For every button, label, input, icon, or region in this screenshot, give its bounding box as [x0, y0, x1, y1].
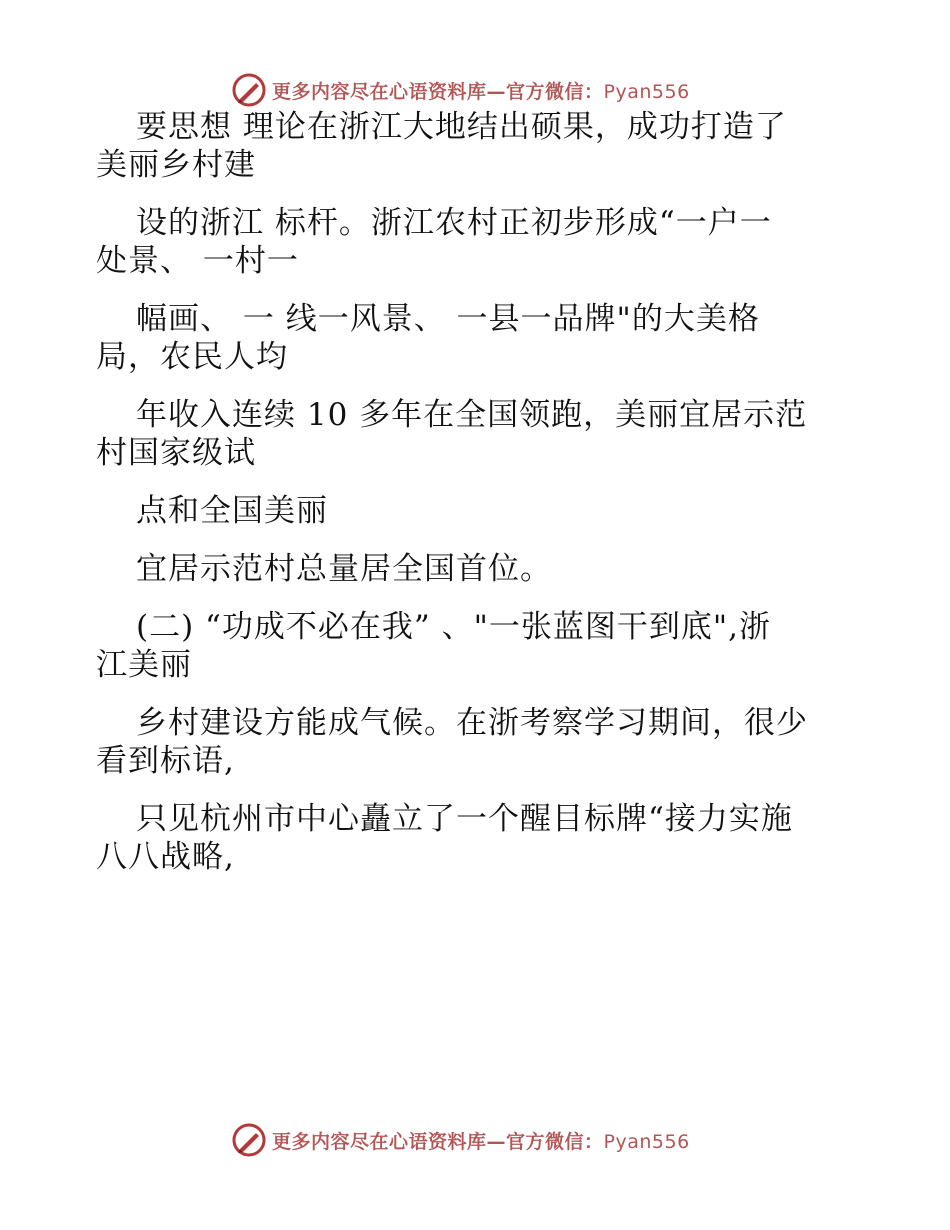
- text-line: 宜居示范村总量居全国首位。: [136, 551, 552, 587]
- text-line: 设的浙江 标杆。浙江农村正初步形成“一户一: [136, 205, 772, 241]
- text-line: 幅画、 一 线一风景、 一县一品牌"的大美格: [136, 301, 760, 337]
- text-line: 点和全国美丽: [136, 493, 328, 529]
- watermark-text: 更多内容尽在心语资料库—官方微信：Pyan556: [272, 80, 690, 103]
- header-watermark: [232, 72, 712, 108]
- watermark-text: 更多内容尽在心语资料库—官方微信：Pyan556: [272, 1130, 690, 1153]
- pen-logo-icon: [232, 1123, 266, 1157]
- text-line: 只见杭州市中心矗立了一个醒目标牌“接力实施: [136, 801, 793, 837]
- document-body: [96, 108, 856, 876]
- text-line: (二) “功成不必在我” 、"一张蓝图干到底",浙: [136, 609, 771, 645]
- text-line: 看到标语,: [96, 743, 235, 779]
- text-line: 八八战略,: [96, 839, 235, 875]
- text-line: 乡村建设方能成气候。在浙考察学习期间，很少: [136, 705, 808, 741]
- text-line: 要思想 理论在浙江大地结出硕果，成功打造了: [136, 109, 787, 145]
- text-line: 年收入连续 10 多年在全国领跑，美丽宜居示范: [136, 397, 808, 433]
- text-line: 江美丽: [96, 647, 192, 683]
- text-line: 美丽乡村建: [96, 147, 256, 183]
- text-line: 局，农民人均: [96, 339, 288, 375]
- pen-logo-icon: [232, 73, 266, 107]
- text-line: 村国家级试: [96, 435, 256, 471]
- footer-watermark: [232, 1122, 712, 1158]
- text-line: 处景、 一村一: [96, 243, 299, 279]
